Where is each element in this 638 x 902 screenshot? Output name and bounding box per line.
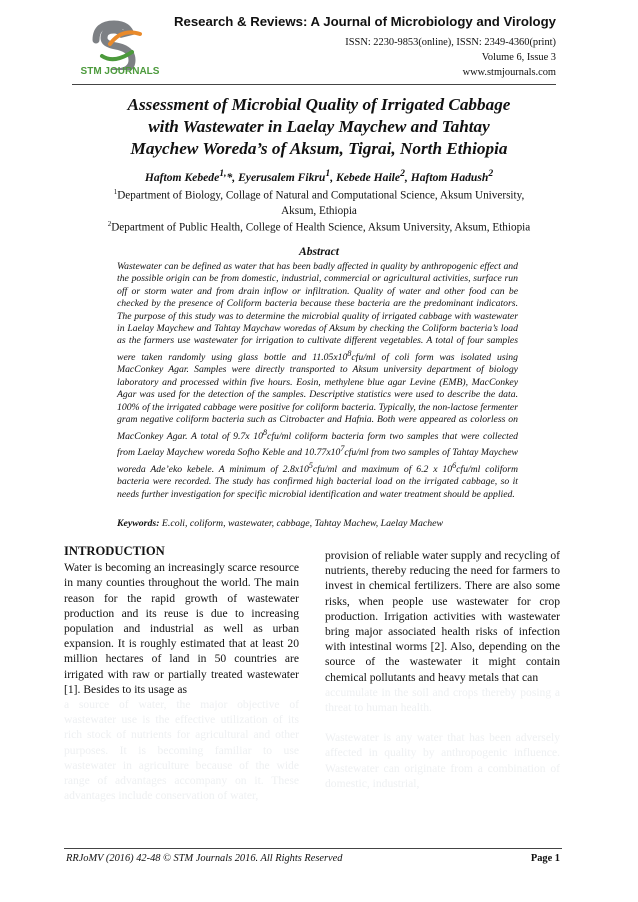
affiliation-sup: 2: [107, 220, 112, 228]
introduction-heading: INTRODUCTION: [64, 544, 165, 558]
abstract-sup: 7: [340, 444, 345, 454]
header-divider: [72, 84, 556, 85]
author-name: Eyerusalem Fikru: [238, 170, 326, 184]
intro-faded-paragraph: a source of water, the major objective of wastewater use is the effective utilization of its rich stock of nutrients for agricultural and other purposes. It is becoming familiar to use wastewater in agriculture because of the wide range of advantages accompany on it. These advantages include conservation of water,: [64, 698, 299, 803]
affiliation-text: Department of Public Health, College of Health Science, Aksum University, Aksum, Ethiopia: [111, 221, 531, 234]
abstract-text: cfu/ml coliform bacteria were recorded. The study has confirmed high bacterial load on the irrigated cabbage, so it needs further investigation for specific microbial identification and water treatment should be applied.: [117, 464, 519, 500]
author-name: Kebede Haile: [335, 170, 401, 184]
author-sup: 2: [488, 168, 494, 179]
abstract-text: cfu/ml coliform bacteria form two samples that were collected from Laelay Maychew woreda Sofho Keble and 10.77x10: [117, 430, 518, 459]
abstract-heading: Abstract: [299, 245, 339, 258]
affiliation-text: Department of Biology, Collage of Natural and Computational Science, Aksum University,: [117, 189, 525, 202]
intro-paragraph: provision of reliable water supply and recycling of nutrients, thereby reducing the need for farmers to invest in chemical fertilizers. There are also some risks, when people use wastewater for crop production. Irrigation activities with wastewater bring major associated health risks of infection with intestinal worms [2]. Also, depending on the source of the wastewater it might contain chemical pollutants and heavy metals that can: [325, 549, 560, 684]
paper-title: [80, 94, 558, 160]
page-number: Page 1: [530, 853, 560, 864]
intro-left-column: [64, 544, 299, 803]
affiliation-1: [80, 185, 558, 219]
affiliation-2: [80, 217, 558, 236]
author-sup: 1: [325, 168, 331, 179]
abstract-text: cfu/ml and maximum of 6.2 x 10: [312, 464, 453, 476]
website-link[interactable]: www.stmjournals.com: [462, 67, 556, 78]
intro-faded-paragraph: accumulate in the soil and crops thereby posing a threat to human health.: [325, 685, 560, 715]
title-line: Assessment of Microbial Quality of Irrigated Cabbage: [127, 95, 511, 114]
author-sup: 1,: [219, 168, 227, 179]
footer-divider: [64, 848, 562, 849]
keywords: [117, 518, 537, 529]
abstract-sup: 6: [452, 460, 457, 470]
footer-citation: RRJoMV (2016) 42-48 © STM Journals 2016. All Rights Reserved: [66, 853, 343, 864]
abstract-sup: 8: [347, 348, 352, 358]
issn-line: ISSN: 2230-9853(online), ISSN: 2349-4360(print): [345, 37, 556, 48]
author-list: [80, 168, 558, 184]
affiliation-text: Aksum, Ethiopia: [281, 204, 357, 217]
keywords-text: E.coli, coliform, wastewater, cabbage, Tahtay Machew, Laelay Machew: [161, 518, 443, 529]
intro-right-column: [325, 548, 560, 791]
abstract-text: cfu/ml of coli form was isolated using MacConkey Agar. Samples were directly transported to Aksum university department of biology laboratory and processed within five hours. Eosin, methylene blue agar Levine (EMB), MacConkey Agar was used for the detection of the samples. Descriptive statistics were used to describe the data. 100% of the irrigated cabbage were positive for coliform bacteria. Typically, the non-lactose fermenter gram negative coliform bacteria such as Citrobacter and Hafnia. Both were appeared as colorless on MacConkey Agar. A total of 9.7x 10: [117, 352, 518, 442]
author-name: Haftom Kebede: [144, 170, 220, 184]
title-line: with Wastewater in Laelay Maychew and Tahtay: [148, 117, 490, 136]
page-header: [0, 0, 638, 88]
abstract-sup: 5: [308, 460, 313, 470]
volume-line: Volume 6, Issue 3: [481, 52, 556, 63]
author-sup: 2: [400, 168, 405, 179]
affiliation-sup: 1: [113, 188, 118, 196]
abstract-body: [117, 261, 518, 501]
author-name: Haftom Hadush: [410, 170, 489, 184]
author-sep: ,: [404, 170, 411, 184]
author-sep: ,: [330, 170, 336, 184]
abstract-text: Wastewater can be defined as water that has been badly affected in quality by anthropogenic effect and the possible origin can be from domestic, industrial, commercial or agricultural activities, surface run off or storm water and from drain inflow or infiltration. Quality of water and other food can be checked by the presence of Coliform bacteria because these bacteria are the predominant indicators. The purpose of this study was to determine the microbial quality of irrigated cabbage with wastewater in Laelay Maychew and Tahtay Maychaw woredas of Aksum by checking the Coliform bacteria’s load as the farmers use wastewater for irrigation to cultivate different vegetables. A total of four samples were taken randomly using glass bottle and 11.05x10: [117, 261, 518, 364]
title-line: Maychew Woreda’s of Aksum, Tigrai, North Ethiopia: [130, 139, 508, 158]
journal-title: Research & Reviews: A Journal of Microbiology and Virology: [173, 14, 556, 29]
author-sep: *,: [226, 170, 239, 184]
abstract-text: cfu/ml from two samples of Tahtay Maychew woreda Ade’eko kebele. A minimum of 2.8x10: [117, 447, 518, 476]
keywords-label: Keywords:: [117, 518, 160, 529]
intro-paragraph: Water is becoming an increasingly scarce resource in many counties throughout the world. The main reason for the rapid growth of wastewater production and its reuse is due to increasing population and industrial as well as urban expansion. It is roughly estimated that at least 20 million hectares of land in 50 countries are irrigated with raw or partially treated wastewater [1]. Besides to its usage as: [64, 561, 299, 696]
stm-journals-logo: [74, 14, 160, 84]
logo-text: STM JOURNALS: [80, 66, 160, 77]
intro-faded-paragraph: Wastewater is any water that has been adversely affected in quality by anthropogenic influence. Wastewater can originate from a combination of domestic, industrial,: [325, 731, 560, 790]
abstract-sup: 8: [262, 427, 268, 437]
